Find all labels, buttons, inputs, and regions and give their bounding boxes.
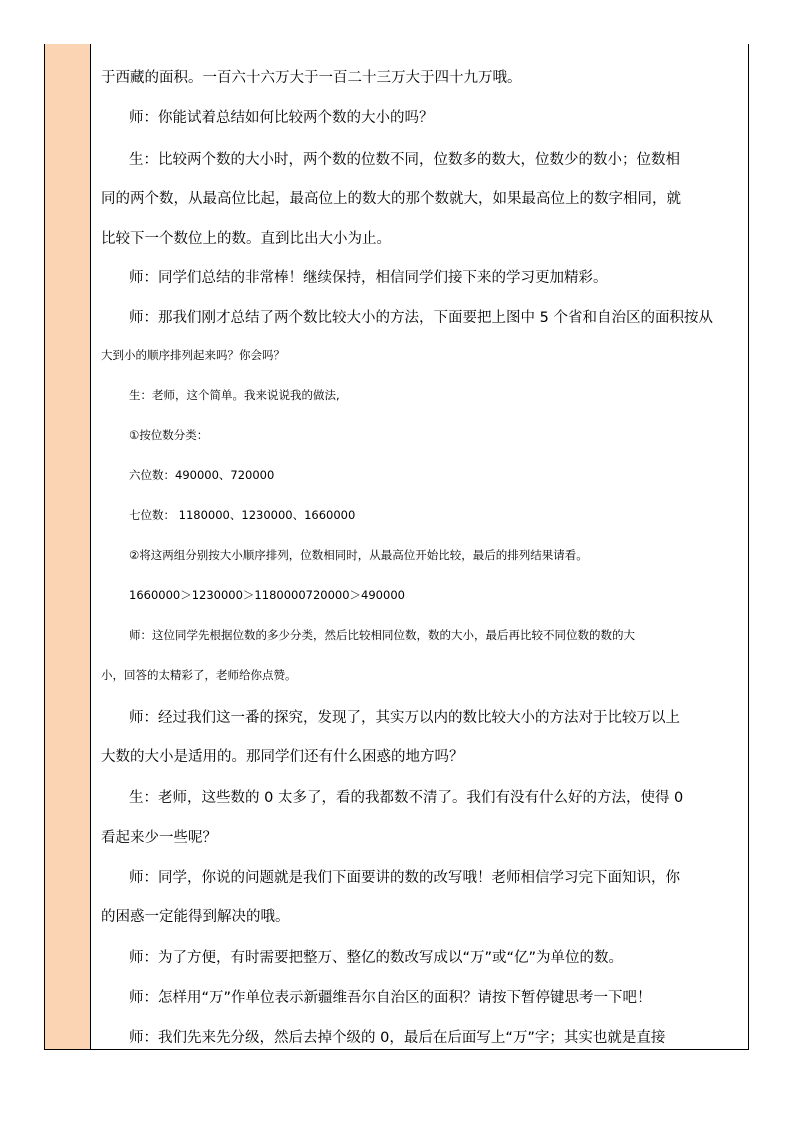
- text-line-12: 七位数： 1180000、1230000、1660000: [129, 508, 356, 522]
- text-line-19: 生：老师，这些数的 0 太多了，看的我都数不清了。我们有没有什么好的方法，使得 0: [129, 790, 684, 806]
- text-line-23: 师：为了方便，有时需要把整万、整亿的数改写成以“万”或“亿”为单位的数。: [129, 950, 624, 966]
- text-line-24: 师：怎样用“万”作单位表示新疆维吾尔自治区的面积？请按下暂停键思考一下吧！: [129, 990, 652, 1006]
- text-line-18: 大数的大小是适用的。那同学们还有什么困惑的地方吗？: [101, 749, 464, 765]
- text-line-10: ①按位数分类：: [129, 428, 209, 442]
- side-column: [45, 44, 91, 1049]
- text-line-15: 师：这位同学先根据位数的多少分类，然后比较相同位数，数的大小，最后再比较不同位数的数的大: [129, 628, 635, 642]
- text-line-21: 师：同学，你说的问题就是我们下面要讲的数的改写哦！老师相信学习完下面知识，你: [129, 870, 680, 886]
- text-line-3: 生：比较两个数的大小时，两个数的位数不同，位数多的数大，位数少的数小；位数相: [129, 152, 680, 168]
- lesson-table: [44, 44, 749, 1050]
- text-line-17: 师：经过我们这一番的探究，发现了，其实万以内的数比较大小的方法对于比较万以上: [129, 710, 680, 726]
- text-line-4: 同的两个数，从最高位比起，最高位上的数大的那个数就大，如果最高位上的数字相同，就: [101, 191, 681, 207]
- text-line-8: 大到小的顺序排列起来吗？你会吗？: [101, 348, 285, 362]
- text-line-13: ②将这两组分别按大小顺序排列，位数相同时，从最高位开始比较，最后的排列结果请看。: [129, 548, 588, 562]
- text-line-5: 比较下一个数位上的数。直到比出大小为止。: [101, 231, 391, 247]
- text-line-11: 六位数：490000、720000: [129, 468, 275, 482]
- text-line-9: 生：老师，这个简单。我来说说我的做法,: [129, 388, 340, 402]
- text-line-6: 师：同学们总结的非常棒！继续保持，相信同学们接下来的学习更加精彩。: [129, 270, 608, 286]
- text-line-2: 师：你能试着总结如何比较两个数的大小的吗？: [129, 110, 434, 126]
- text-line-1: 于西藏的面积。一百六十六万大于一百二十三万大于四十九万哦。: [101, 70, 522, 86]
- text-line-20: 看起来少一些呢？: [101, 830, 217, 846]
- text-line-22: 的困惑一定能得到解决的哦。: [101, 909, 290, 925]
- text-line-7: 师：那我们刚才总结了两个数比较大小的方法，下面要把上图中 5 个省和自治区的面积按从: [129, 310, 713, 326]
- text-line-25: 师：我们先来先分级，然后去掉个级的 0，最后在后面写上“万”字；其实也就是直接: [129, 1030, 666, 1046]
- text-line-14: 1660000＞1230000＞1180000720000＞490000: [129, 588, 405, 602]
- text-line-16: 小，回答的太精彩了，老师给你点赞。: [101, 668, 297, 682]
